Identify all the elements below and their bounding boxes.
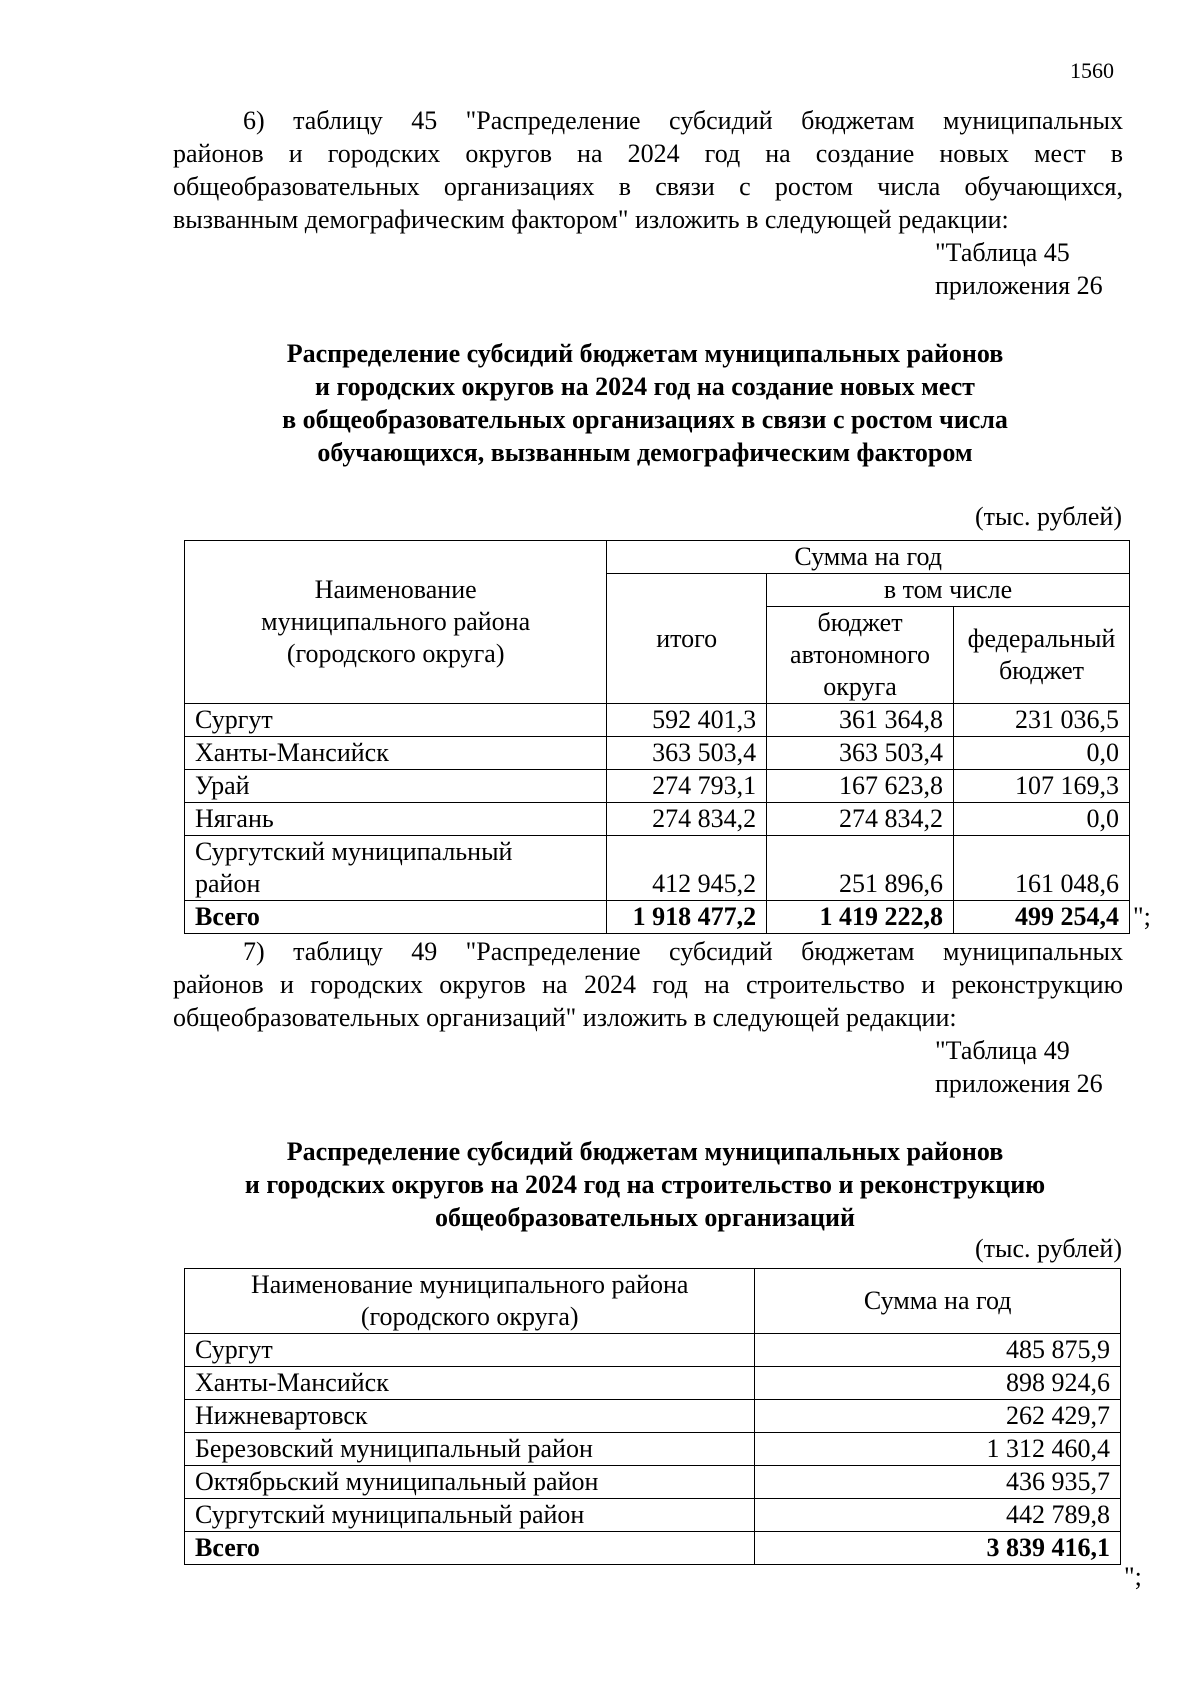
- title-line: и городских округов на 2024 год на строительство и реконструкцию: [244, 1170, 1046, 1199]
- table-row: Нягань 274 834,2 274 834,2 0,0: [185, 803, 1130, 836]
- header-federal-budget: федеральный бюджет: [953, 607, 1129, 704]
- table-row: Сургутский муниципальный район 412 945,2 251 896,6 161 048,6: [185, 836, 1130, 901]
- table-appendix-reference: приложения 26: [935, 1069, 1103, 1098]
- table-row: Ханты-Мансийск 898 924,6: [185, 1367, 1121, 1400]
- page-number: 1560: [1070, 58, 1114, 83]
- header-name: Наименование муниципального района (городского округа): [185, 541, 607, 704]
- table-total-row: Всего 1 918 477,2 1 419 222,8 499 254,4: [185, 901, 1130, 934]
- paragraph-line: общеобразовательных организаций" изложить в следующей редакции:: [173, 1003, 957, 1032]
- title-line: и городских округов на 2024 год на создание новых мест: [315, 372, 975, 401]
- table-appendix-reference: приложения 26: [935, 271, 1103, 300]
- paragraph-line: районов и городских округов на 2024 год на строительство и реконструкцию: [173, 970, 1123, 999]
- paragraph-line: вызванным демографическим фактором" изложить в следующей редакции:: [173, 205, 1009, 234]
- table-row: Урай 274 793,1 167 623,8 107 169,3: [185, 770, 1130, 803]
- title-line: общеобразовательных организаций: [434, 1203, 855, 1232]
- closing-quote: ";: [1133, 902, 1151, 931]
- section6-paragraph: [173, 104, 1123, 236]
- table-reference: "Таблица 49: [935, 1036, 1070, 1065]
- unit-label: (тыс. рублей): [974, 1234, 1122, 1263]
- table-row: Сургут 485 875,9: [185, 1334, 1121, 1367]
- title-line: в общеобразовательных организациях в связи с ростом числа: [282, 405, 1008, 434]
- table45-title: [150, 337, 1140, 469]
- table-row: Нижневартовск 262 429,7: [185, 1400, 1121, 1433]
- title-line: Распределение субсидий бюджетам муниципальных районов: [286, 1137, 1004, 1166]
- table-reference: "Таблица 45: [935, 238, 1070, 267]
- section7-paragraph: [173, 935, 1123, 1034]
- header-sum: Сумма на год: [755, 1269, 1121, 1334]
- unit-label: (тыс. рублей): [974, 502, 1122, 531]
- paragraph-line: 7) таблицу 49 "Распределение субсидий бюджетам муниципальных: [243, 937, 1123, 966]
- header-regional-budget: бюджет автономного округа: [767, 607, 954, 704]
- title-line: обучающихся, вызванным демографическим фактором: [317, 438, 973, 467]
- table-row: Сургутский муниципальный район 442 789,8: [185, 1499, 1121, 1532]
- table-row: Сургут 592 401,3 361 364,8 231 036,5: [185, 704, 1130, 737]
- table49-title: [150, 1135, 1140, 1234]
- header-total: итого: [607, 574, 767, 704]
- header-name: Наименование муниципального района (городского округа): [185, 1269, 755, 1334]
- header-including: в том числе: [767, 574, 1130, 607]
- table-row: Октябрьский муниципальный район 436 935,7: [185, 1466, 1121, 1499]
- paragraph-line: районов и городских округов на 2024 год на создание новых мест в: [173, 139, 1123, 168]
- title-line: Распределение субсидий бюджетам муниципальных районов: [286, 339, 1004, 368]
- table-row: Ханты-Мансийск 363 503,4 363 503,4 0,0: [185, 737, 1130, 770]
- table-row: Березовский муниципальный район 1 312 460,4: [185, 1433, 1121, 1466]
- table45: [184, 540, 1130, 934]
- table-total-row: Всего 3 839 416,1: [185, 1532, 1121, 1565]
- header-sum: Сумма на год: [607, 541, 1130, 574]
- table49: [184, 1268, 1121, 1565]
- closing-quote: ";: [1124, 1562, 1142, 1591]
- paragraph-line: 6) таблицу 45 "Распределение субсидий бюджетам муниципальных: [243, 106, 1123, 135]
- paragraph-line: общеобразовательных организациях в связи с ростом числа обучающихся,: [173, 172, 1123, 201]
